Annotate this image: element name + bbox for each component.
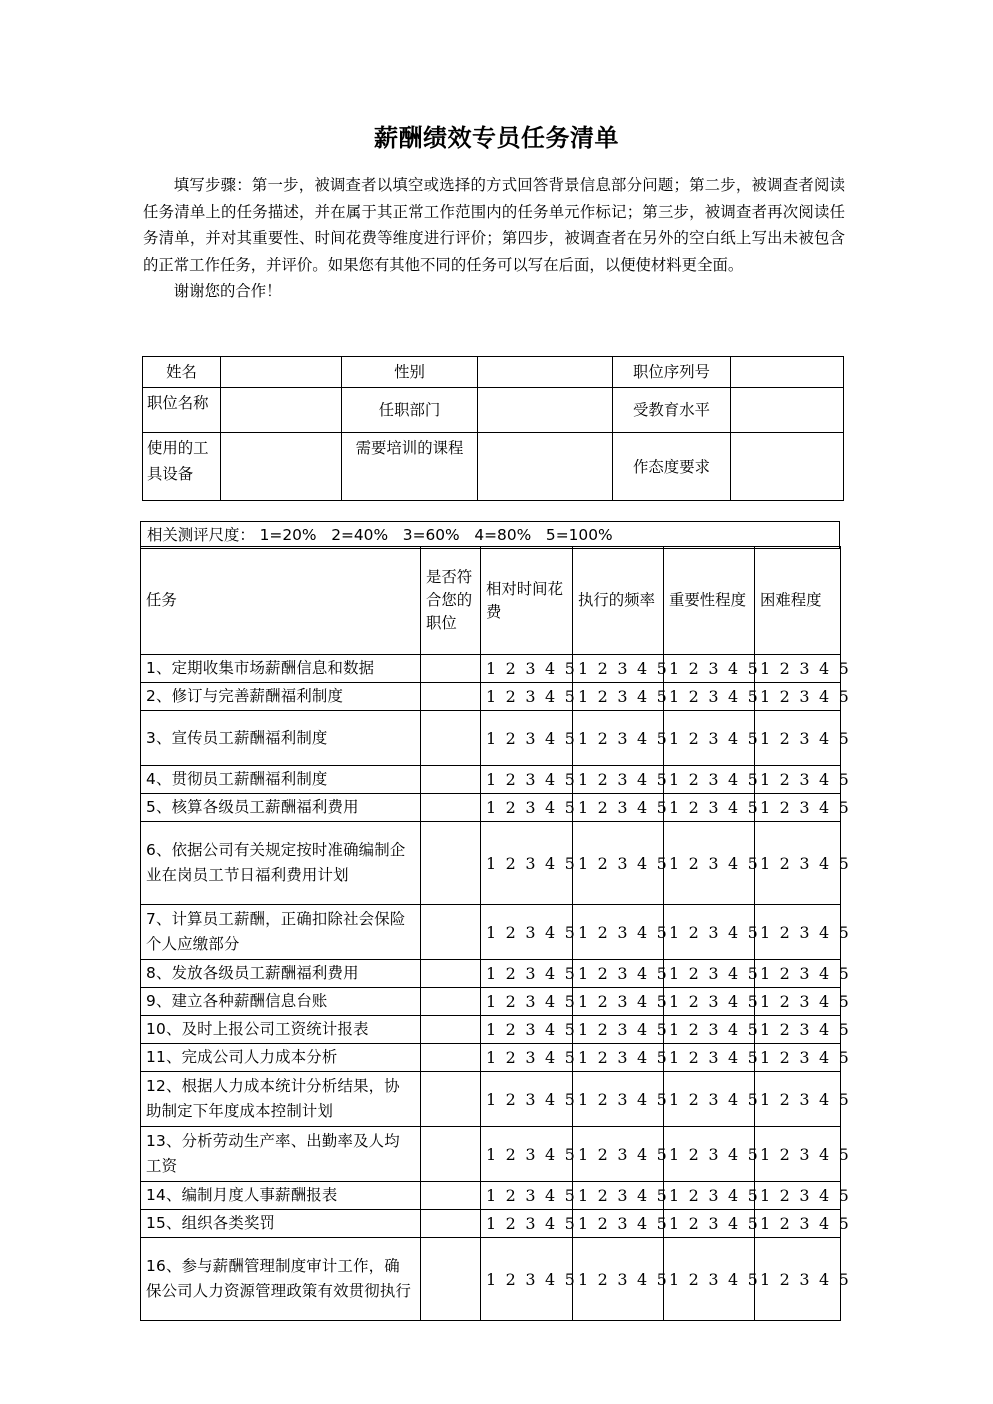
task-label: 依据公司有关规定按时准确编制企业在岗员工节日福利费用计划 [146,841,406,884]
label-position-serial: 职位序列号 [613,357,731,388]
background-info-table [142,356,844,501]
instructions-paragraph: 填写步骤：第一步，被调查者以填空或选择的方式回答背景信息部分问题；第二步，被调查者阅读任务清单上的任务描述，并在属于其正常工作范围内的任务单元作标记；第三步，被调查者再次阅读任务清单，并对其重要性、时间花费等维度进行评价；第四步，被调查者在另外的空白纸上写出未被包含的正常工作任务，并评价。如果您有其他不同的任务可以写在后面，以便使材料更全面。 [143,176,845,274]
task-index: 2、 [146,687,172,705]
rating-scale-note: 相关测评尺度： 1=20% 2=40% 3=60% 4=80% 5=100% [140,521,840,549]
fit-checkbox-cell[interactable] [421,1210,481,1238]
time-rating-cell[interactable]: 1 2 3 4 5 [481,1238,573,1321]
task-description-cell [141,1182,421,1210]
table-row [141,1127,841,1182]
frequency-rating-cell[interactable]: 1 2 3 4 5 [573,1127,664,1182]
task-checklist-table [140,546,852,1321]
task-description-cell [141,766,421,794]
task-index: 3、 [146,728,172,747]
task-description-cell [141,655,421,683]
task-index: 6、 [146,841,172,859]
fit-checkbox-cell[interactable] [421,905,481,960]
time-rating-cell[interactable]: 1 2 3 4 5 [481,905,573,960]
frequency-rating-cell[interactable]: 1 2 3 4 5 [573,1182,664,1210]
label-tools-equipment: 使用的工具设备 [143,433,221,501]
task-label: 贯彻员工薪酬福利制度 [171,770,328,788]
frequency-rating-cell[interactable]: 1 2 3 4 5 [573,1072,664,1127]
task-index: 13、 [146,1132,182,1150]
importance-rating-cell[interactable]: 1 2 3 4 5 [664,1210,755,1238]
time-rating-cell[interactable]: 1 2 3 4 5 [481,711,573,766]
fit-checkbox-cell[interactable] [421,960,481,988]
field-tools-equipment[interactable] [221,433,342,501]
time-rating-cell[interactable]: 1 2 3 4 5 [481,822,573,905]
importance-rating-cell[interactable]: 1 2 3 4 5 [664,1016,755,1044]
task-description-cell [141,711,421,766]
fit-checkbox-cell[interactable] [421,711,481,766]
field-attitude-required[interactable] [731,433,844,501]
importance-rating-cell[interactable]: 1 2 3 4 5 [664,794,755,822]
importance-rating-cell[interactable]: 1 2 3 4 5 [664,1044,755,1072]
task-label: 宣传员工薪酬福利制度 [171,728,328,747]
task-index: 8、 [146,964,172,982]
thanks-line: 谢谢您的合作！ [173,282,282,300]
difficulty-rating-cell[interactable]: 1 2 3 4 5 [755,683,841,711]
column-header-importance: 重要性程度 [664,547,755,655]
time-rating-cell[interactable]: 1 2 3 4 5 [481,960,573,988]
difficulty-rating-cell[interactable]: 1 2 3 4 5 [755,794,841,822]
task-label: 完成公司人力成本分析 [181,1048,338,1066]
task-label: 根据人力成本统计分析结果，协助制定下年度成本控制计划 [146,1077,400,1120]
frequency-rating-cell[interactable]: 1 2 3 4 5 [573,1238,664,1321]
importance-rating-cell[interactable]: 1 2 3 4 5 [664,960,755,988]
difficulty-rating-cell[interactable]: 1 2 3 4 5 [755,1127,841,1182]
column-header-task: 任务 [141,547,421,655]
task-label: 参与薪酬管理制度审计工作，确保公司人力资源管理政策有效贯彻执行 [146,1257,412,1300]
fit-checkbox-cell[interactable] [421,794,481,822]
time-rating-cell[interactable]: 1 2 3 4 5 [481,1016,573,1044]
task-index: 15、 [146,1214,182,1232]
time-rating-cell[interactable]: 1 2 3 4 5 [481,1072,573,1127]
difficulty-rating-cell[interactable]: 1 2 3 4 5 [755,655,841,683]
task-label: 组织各类奖罚 [181,1214,276,1232]
label-name: 姓名 [143,357,221,388]
fit-checkbox-cell[interactable] [421,655,481,683]
task-description-cell [141,1016,421,1044]
task-label: 及时上报公司工资统计报表 [181,1020,369,1038]
table-row [141,822,841,905]
task-label: 核算各级员工薪酬福利费用 [171,798,359,816]
time-rating-cell[interactable]: 1 2 3 4 5 [481,683,573,711]
table-row [143,357,844,388]
time-rating-cell[interactable]: 1 2 3 4 5 [481,655,573,683]
importance-rating-cell[interactable]: 1 2 3 4 5 [664,1072,755,1127]
table-row [141,683,841,711]
table-row [141,794,841,822]
task-index: 16、 [146,1257,182,1275]
difficulty-rating-cell[interactable]: 1 2 3 4 5 [755,1210,841,1238]
table-header-row [141,547,841,655]
time-rating-cell[interactable]: 1 2 3 4 5 [481,766,573,794]
field-position-title[interactable] [221,388,342,433]
task-label: 计算员工薪酬，正确扣除社会保险个人应缴部分 [146,910,406,953]
fit-checkbox-cell[interactable] [421,1182,481,1210]
page-title: 薪酬绩效专员任务清单 [374,123,619,152]
field-gender[interactable] [478,357,613,388]
column-header-frequency: 执行的频率 [573,547,664,655]
task-index: 12、 [146,1077,182,1095]
frequency-rating-cell[interactable]: 1 2 3 4 5 [573,683,664,711]
difficulty-rating-cell[interactable]: 1 2 3 4 5 [755,1044,841,1072]
column-header-fit: 是否符合您的职位 [421,547,481,655]
task-index: 9、 [146,992,172,1010]
table-row [141,905,841,960]
task-description-cell [141,1072,421,1127]
task-description-cell [141,905,421,960]
column-header-difficulty: 困难程度 [755,547,841,655]
task-index: 4、 [146,770,172,788]
table-row [143,433,844,501]
task-description-cell [141,1044,421,1072]
fit-checkbox-cell[interactable] [421,1072,481,1127]
task-label: 定期收集市场薪酬信息和数据 [171,659,375,677]
importance-rating-cell[interactable]: 1 2 3 4 5 [664,655,755,683]
frequency-rating-cell[interactable]: 1 2 3 4 5 [573,905,664,960]
label-department: 任职部门 [342,388,478,433]
task-description-cell [141,822,421,905]
column-header-time: 相对时间花费 [481,547,573,655]
frequency-rating-cell[interactable]: 1 2 3 4 5 [573,655,664,683]
task-description-cell [141,1210,421,1238]
task-description-cell [141,960,421,988]
difficulty-rating-cell[interactable]: 1 2 3 4 5 [755,1182,841,1210]
importance-rating-cell[interactable]: 1 2 3 4 5 [664,1127,755,1182]
instructions-block [143,172,845,305]
difficulty-rating-cell[interactable]: 1 2 3 4 5 [755,1238,841,1321]
difficulty-rating-cell[interactable]: 1 2 3 4 5 [755,905,841,960]
frequency-rating-cell[interactable]: 1 2 3 4 5 [573,960,664,988]
task-index: 1、 [146,659,172,677]
frequency-rating-cell[interactable]: 1 2 3 4 5 [573,1016,664,1044]
task-label: 修订与完善薪酬福利制度 [171,687,344,705]
frequency-rating-cell[interactable]: 1 2 3 4 5 [573,766,664,794]
table-row [141,766,841,794]
frequency-rating-cell[interactable]: 1 2 3 4 5 [573,822,664,905]
time-rating-cell[interactable]: 1 2 3 4 5 [481,988,573,1016]
table-row [141,988,841,1016]
task-description-cell [141,1238,421,1321]
frequency-rating-cell[interactable]: 1 2 3 4 5 [573,988,664,1016]
label-training-courses: 需要培训的课程 [342,433,478,501]
task-label: 分析劳动生产率、出勤率及人均工资 [146,1132,400,1175]
time-rating-cell[interactable]: 1 2 3 4 5 [481,1044,573,1072]
difficulty-rating-cell[interactable]: 1 2 3 4 5 [755,822,841,905]
fit-checkbox-cell[interactable] [421,988,481,1016]
fit-checkbox-cell[interactable] [421,1238,481,1321]
task-description-cell [141,683,421,711]
frequency-rating-cell[interactable]: 1 2 3 4 5 [573,794,664,822]
importance-rating-cell[interactable]: 1 2 3 4 5 [664,683,755,711]
table-row [141,1182,841,1210]
task-index: 10、 [146,1020,182,1038]
frequency-rating-cell[interactable]: 1 2 3 4 5 [573,711,664,766]
time-rating-cell[interactable]: 1 2 3 4 5 [481,1127,573,1182]
task-index: 14、 [146,1186,182,1204]
task-index: 5、 [146,798,172,816]
difficulty-rating-cell[interactable]: 1 2 3 4 5 [755,711,841,766]
label-position-title: 职位名称 [143,388,221,433]
task-label: 编制月度人事薪酬报表 [181,1186,338,1204]
table-row [141,1238,841,1321]
task-description-cell [141,1127,421,1182]
label-education: 受教育水平 [613,388,731,433]
label-gender: 性别 [342,357,478,388]
table-row [141,1016,841,1044]
table-row [141,960,841,988]
table-row [141,1210,841,1238]
task-index: 7、 [146,910,172,928]
table-row [141,711,841,766]
difficulty-rating-cell[interactable]: 1 2 3 4 5 [755,766,841,794]
table-row [141,1072,841,1127]
difficulty-rating-cell[interactable]: 1 2 3 4 5 [755,960,841,988]
time-rating-cell[interactable]: 1 2 3 4 5 [481,794,573,822]
field-department[interactable] [478,388,613,433]
time-rating-cell[interactable]: 1 2 3 4 5 [481,1210,573,1238]
importance-rating-cell[interactable]: 1 2 3 4 5 [664,711,755,766]
importance-rating-cell[interactable]: 1 2 3 4 5 [664,822,755,905]
task-label: 建立各种薪酬信息台账 [171,992,328,1010]
frequency-rating-cell[interactable]: 1 2 3 4 5 [573,1210,664,1238]
importance-rating-cell[interactable]: 1 2 3 4 5 [664,1182,755,1210]
task-index: 11、 [146,1048,182,1066]
fit-checkbox-cell[interactable] [421,766,481,794]
fit-checkbox-cell[interactable] [421,822,481,905]
field-position-serial[interactable] [731,357,844,388]
task-label: 发放各级员工薪酬福利费用 [171,964,359,982]
table-row [141,655,841,683]
table-row [143,388,844,433]
time-rating-cell[interactable]: 1 2 3 4 5 [481,1182,573,1210]
task-description-cell [141,988,421,1016]
task-description-cell [141,794,421,822]
frequency-rating-cell[interactable]: 1 2 3 4 5 [573,1044,664,1072]
fit-checkbox-cell[interactable] [421,1127,481,1182]
fit-checkbox-cell[interactable] [421,1016,481,1044]
importance-rating-cell[interactable]: 1 2 3 4 5 [664,766,755,794]
difficulty-rating-cell[interactable]: 1 2 3 4 5 [755,1072,841,1127]
importance-rating-cell[interactable]: 1 2 3 4 5 [664,988,755,1016]
importance-rating-cell[interactable]: 1 2 3 4 5 [664,1238,755,1321]
field-education[interactable] [731,388,844,433]
label-attitude-required: 作态度要求 [613,433,731,501]
field-training-courses[interactable] [478,433,613,501]
difficulty-rating-cell[interactable]: 1 2 3 4 5 [755,1016,841,1044]
table-row [141,1044,841,1072]
fit-checkbox-cell[interactable] [421,683,481,711]
difficulty-rating-cell[interactable]: 1 2 3 4 5 [755,988,841,1016]
fit-checkbox-cell[interactable] [421,1044,481,1072]
field-name[interactable] [221,357,342,388]
importance-rating-cell[interactable]: 1 2 3 4 5 [664,905,755,960]
